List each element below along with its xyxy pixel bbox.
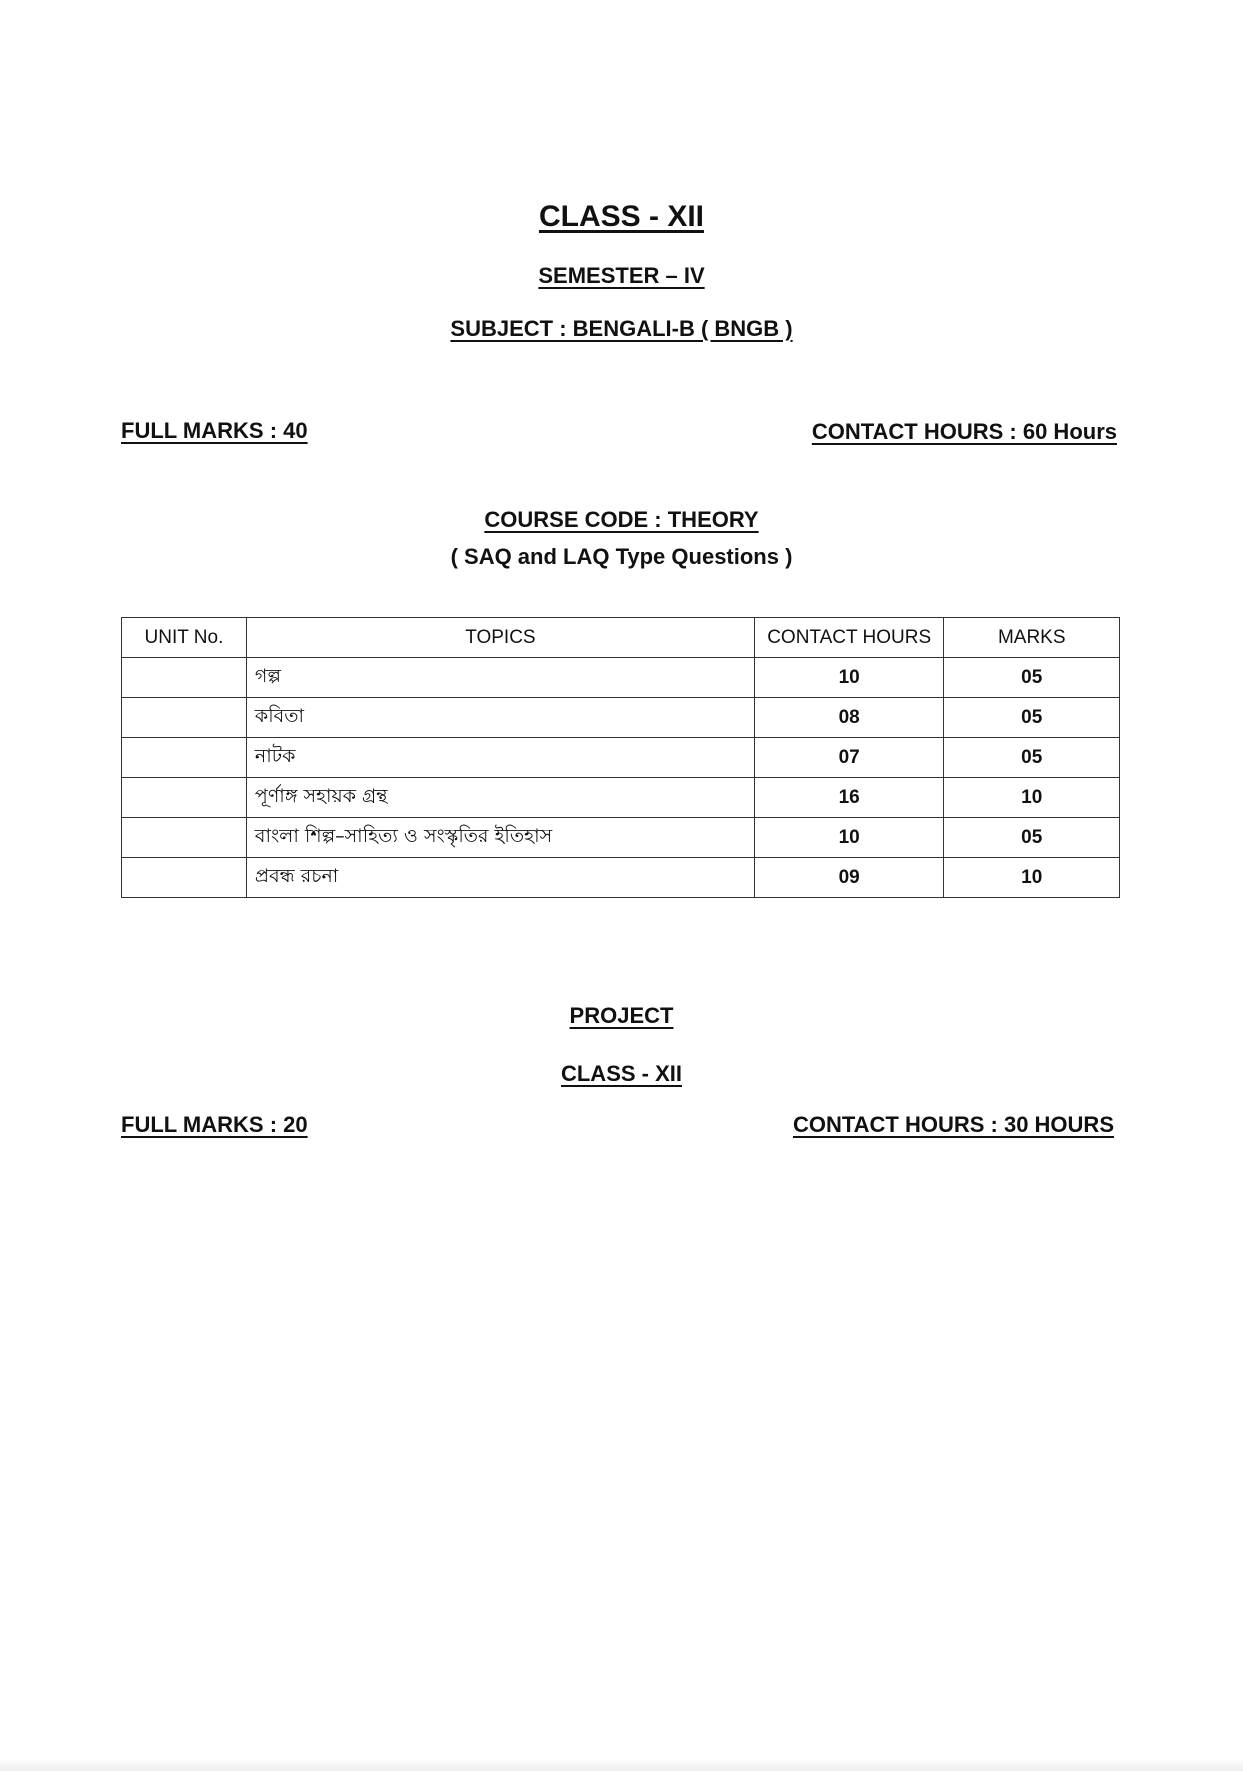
marks-cell: 10	[944, 858, 1120, 898]
marks-cell: 05	[944, 738, 1120, 778]
table-row	[122, 698, 1120, 738]
hours-cell: 08	[754, 698, 944, 738]
table-row	[122, 778, 1120, 818]
topic-cell: গল্প	[246, 658, 754, 698]
hours-cell: 10	[754, 658, 944, 698]
marks-cell: 05	[944, 818, 1120, 858]
topic-cell: প্রবন্ধ রচনা	[246, 858, 754, 898]
table-row	[122, 658, 1120, 698]
question-type: ( SAQ and LAQ Type Questions )	[450, 544, 793, 569]
unit-cell	[122, 818, 247, 858]
scan-shadow-edge	[0, 1759, 1243, 1771]
header-unit: UNIT No.	[122, 618, 247, 658]
marks-cell: 05	[944, 658, 1120, 698]
table-row	[122, 858, 1120, 898]
subject-label: SUBJECT : BENGALI-B ( BNGB )	[450, 316, 793, 341]
project-full-marks: FULL MARKS : 20	[121, 1112, 308, 1137]
class-title: CLASS - XII	[538, 200, 704, 233]
hours-cell: 09	[754, 858, 944, 898]
header-topics: TOPICS	[246, 618, 754, 658]
marks-cell: 05	[944, 698, 1120, 738]
hours-cell: 07	[754, 738, 944, 778]
hours-cell: 10	[754, 818, 944, 858]
marks-cell: 10	[944, 778, 1120, 818]
theory-contact-hours: CONTACT HOURS : 60 Hours	[811, 419, 1117, 444]
syllabus-table	[121, 617, 1120, 898]
unit-cell	[122, 658, 247, 698]
project-contact-hours: CONTACT HOURS : 30 HOURS	[792, 1112, 1114, 1137]
topic-cell: কবিতা	[246, 698, 754, 738]
unit-cell	[122, 778, 247, 818]
table-row	[122, 738, 1120, 778]
header-contact-hours: CONTACT HOURS	[754, 618, 944, 658]
table-row	[122, 818, 1120, 858]
unit-cell	[122, 738, 247, 778]
hours-cell: 16	[754, 778, 944, 818]
topic-cell: বাংলা শিল্প–সাহিত্য ও সংস্কৃতির ইতিহাস	[246, 818, 754, 858]
unit-cell	[122, 858, 247, 898]
unit-cell	[122, 698, 247, 738]
topic-cell: পূর্ণাঙ্গ সহায়ক গ্রন্থ	[246, 778, 754, 818]
semester-label: SEMESTER – IV	[538, 263, 705, 288]
project-title: PROJECT	[569, 1003, 674, 1028]
course-code: COURSE CODE : THEORY	[484, 507, 759, 532]
table-header-row	[122, 618, 1120, 658]
topic-cell: নাটক	[246, 738, 754, 778]
header-marks: MARKS	[944, 618, 1120, 658]
theory-full-marks: FULL MARKS : 40	[121, 418, 308, 443]
project-class-title: CLASS - XII	[560, 1061, 682, 1086]
